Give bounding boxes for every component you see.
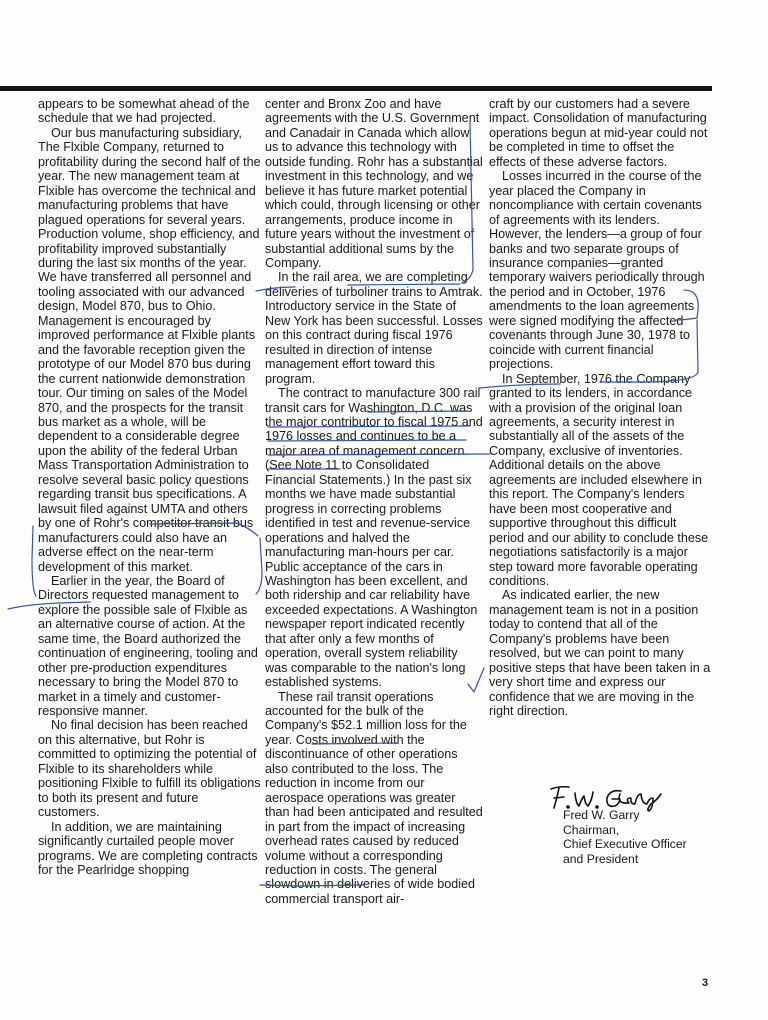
paragraph: Losses incurred in the course of the year placed the Company in noncompliance with certain covenants of agreements with its lenders. However, the lenders—a group of four banks and two separate groups of insurance companies—granted temporary waivers periodically through the period and in October, 1976 amendments to the loan agreements were signed modifying the affected covenants through June 30, 1978 to coincide with current financial projections. xyxy=(489,169,705,372)
annotation-bracket xyxy=(32,526,36,596)
top-rule xyxy=(0,86,712,91)
paragraph: In the rail area, we are completing deliveries of turboliner trains to Amtrak. Introductory service in the State of New York has been successful. Losses on this contract during fiscal 1976 resulted in direction of intense management effort toward this program. xyxy=(265,270,483,386)
paragraph: In September, 1976 the Company granted to its lenders, in accordance with a provision of the original loan agreements, a security interest in substantially all of the assets of the Company, exclusive of inventories. Additional details on the above agreements are included elsewhere in this report. The Company's lenders have been most cooperative and supportive throughout this difficult period and our ability to conclude these negotiations satisfactorily is a major step toward more favorable operating conditions. xyxy=(489,371,709,588)
paragraph: Our bus manufacturing subsidiary, The Flxible Company, returned to profitability during the second half of the year. The new management team at Flxible has overcome the technical and manufacturing problems that have plagued operations for several years. Production volume, shop efficiency, and profitability improved substantially during the last six months of the year. We have transferred all personnel and tooling associated with our advanced design, Model 870, bus to Ohio. Management is encouraged by improved performance at Flxible plants and the favorable reception given the prototype of our Model 870 bus during the current nationwide demonstration tour. Our timing on sales of the Model 870, and the prospects for the transit bus market as a whole, will be dependent to a considerable degree upon the ability of the federal Urban Mass Transportation Administration to resolve several basic policy questions regarding transit bus specifications. A lawsuit filed against UMTA and others by one of Rohr's competitor transit bus manufacturers could also have an adverse effect on the near-term development of this market. xyxy=(38,125,261,574)
paragraph: center and Bronx Zoo and have agreements with the U.S. Government and Canadair in Canada which allow us to advance this technology with outside funding. Rohr has a substantial investment in this technology, and we believe it has future market potential which could, through licensing or other arrangements, produce income in future years without the investment of substantial additional sums by the Company. xyxy=(265,97,483,270)
paragraph: These rail transit operations accounted for the bulk of the Company's $52.1 million loss for the year. Costs involved with the discontinuance of other operations also contributed to the loss. The reduction in income from our aerospace operations was greater than had been anticipated and resulted in part from the impact of increasing overhead rates caused by reduced volume without a corresponding reduction in costs. The general slowdown in deliveries of wide bodied commercial transport air- xyxy=(265,689,483,906)
signer-title: Chairman, xyxy=(563,822,620,837)
signer-title: Chief Executive Officer xyxy=(563,837,687,851)
paragraph: The contract to manufacture 300 rail transit cars for Washington, D.C. was the major contributor to fiscal 1975 and 1976 losses and continues to be a major area of management concern. (See Note 11 to Consolidated Financial Statements.) In the past six months we have made substantial progress in correcting problems identified in test and revenue-service operations and halved the manufacturing man-hours per car. Public acceptance of the cars in Washington has been excellent, and both ridership and car reliability have exceeded expectations. A Washington newspaper report indicated recently that after only a few months of operation, overall system reliability was comparable to the nation's long established systems. xyxy=(265,386,483,690)
paragraph: appears to be somewhat ahead of the schedule that we had projected. xyxy=(38,97,250,126)
paragraph: No final decision has been reached on this alternative, but Rohr is committed to optimizing the potential of Flxible to its shareholders while positioning Flxible to fulfill its obligations to both its present and future customers. xyxy=(38,718,261,820)
paragraph: Earlier in the year, the Board of Directors requested management to explore the possible sale of Flxible as an alternative course of action. At the same time, the Board authorized the continuation of engineering, tooling and other pre-production expenditures necessary to bring the Model 870 to market in a timely and customer-responsive manner. xyxy=(38,573,258,719)
page-number: 3 xyxy=(702,977,709,989)
column-1 xyxy=(38,97,262,877)
signature-block xyxy=(563,808,687,866)
signer-name: Fred W. Garry xyxy=(563,808,640,822)
paragraph: craft by our customers had a severe impact. Consolidation of manufacturing operations begun at mid-year could not be completed in time to offset the effects of these adverse factors. xyxy=(489,97,708,169)
column-2 xyxy=(265,97,483,906)
signer-title: and President xyxy=(563,851,639,866)
paragraph: As indicated earlier, the new management team is not in a position today to contend that all of the Company's problems have been resolved, but we can point to many positive steps that have been taken in a very short time and express our confidence that we are moving in the right direction. xyxy=(489,588,711,719)
paragraph: In addition, we are maintaining significantly curtailed people mover programs. We are completing contracts for the Pearlridge shopping xyxy=(38,819,258,878)
column-3 xyxy=(489,97,713,718)
